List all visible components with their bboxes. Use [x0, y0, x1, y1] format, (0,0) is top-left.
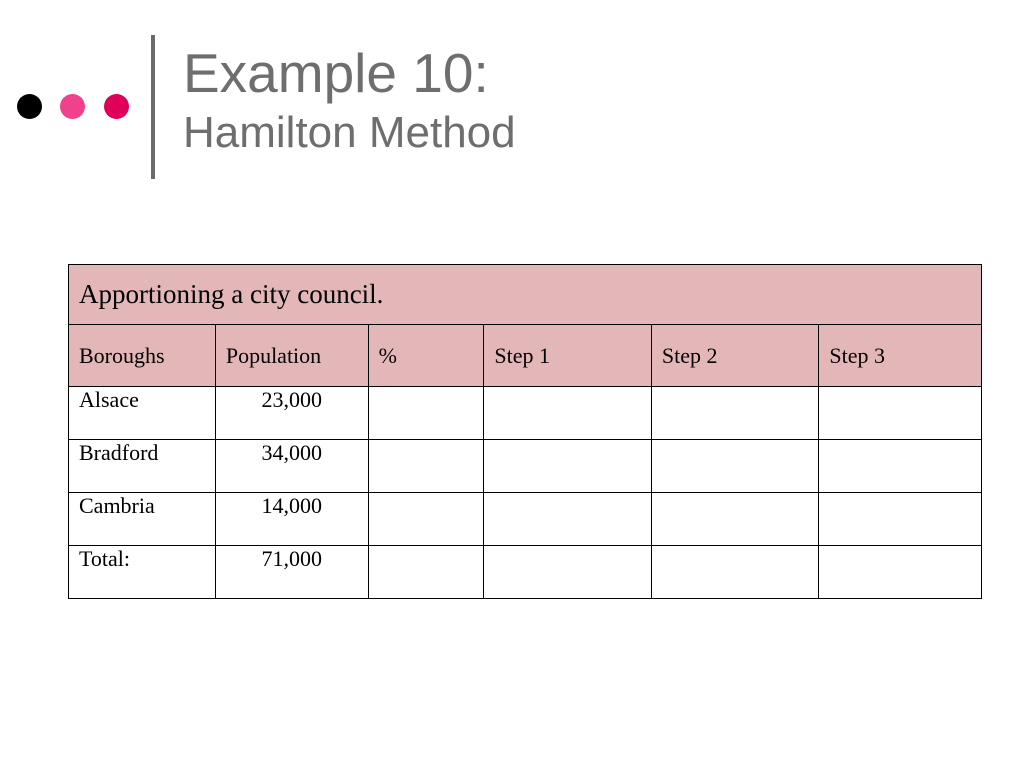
- table-header-row: [69, 325, 982, 387]
- table-row: [69, 440, 982, 493]
- table-row: [69, 493, 982, 546]
- cell-population-total: 71,000: [215, 546, 368, 599]
- header-step-2: Step 2: [651, 325, 819, 387]
- cell-step-3: [819, 387, 982, 440]
- header-boroughs: Boroughs: [69, 325, 216, 387]
- cell-population: 23,000: [215, 387, 368, 440]
- title-divider: [151, 35, 155, 179]
- slide-subtitle: Hamilton Method: [183, 108, 516, 157]
- cell-population: 14,000: [215, 493, 368, 546]
- cell-percent: [368, 440, 484, 493]
- cell-step-3: [819, 440, 982, 493]
- header-population: Population: [215, 325, 368, 387]
- header-step-3: Step 3: [819, 325, 982, 387]
- slide-title-block: [183, 42, 516, 157]
- table-row-total: [69, 546, 982, 599]
- cell-borough: Cambria: [69, 493, 216, 546]
- cell-step-3: [819, 493, 982, 546]
- bullet-dot-black: [17, 94, 42, 119]
- header-step-1: Step 1: [484, 325, 652, 387]
- cell-borough: Alsace: [69, 387, 216, 440]
- table-caption-row: [69, 265, 982, 325]
- cell-step-1: [484, 546, 652, 599]
- cell-population: 34,000: [215, 440, 368, 493]
- cell-percent: [368, 546, 484, 599]
- cell-step-2: [651, 440, 819, 493]
- cell-step-2: [651, 387, 819, 440]
- bullet-dot-pink: [60, 94, 85, 119]
- cell-borough: Bradford: [69, 440, 216, 493]
- cell-borough: Total:: [69, 546, 216, 599]
- cell-percent: [368, 493, 484, 546]
- cell-step-2: [651, 546, 819, 599]
- bullet-dot-magenta: [104, 94, 129, 119]
- apportionment-table: [68, 264, 982, 599]
- cell-percent: [368, 387, 484, 440]
- cell-step-2: [651, 493, 819, 546]
- cell-step-1: [484, 440, 652, 493]
- cell-step-1: [484, 493, 652, 546]
- header-percent: %: [368, 325, 484, 387]
- table-row: [69, 387, 982, 440]
- cell-step-1: [484, 387, 652, 440]
- slide-title: Example 10:: [183, 42, 489, 104]
- cell-step-3: [819, 546, 982, 599]
- table-caption: Apportioning a city council.: [69, 265, 982, 325]
